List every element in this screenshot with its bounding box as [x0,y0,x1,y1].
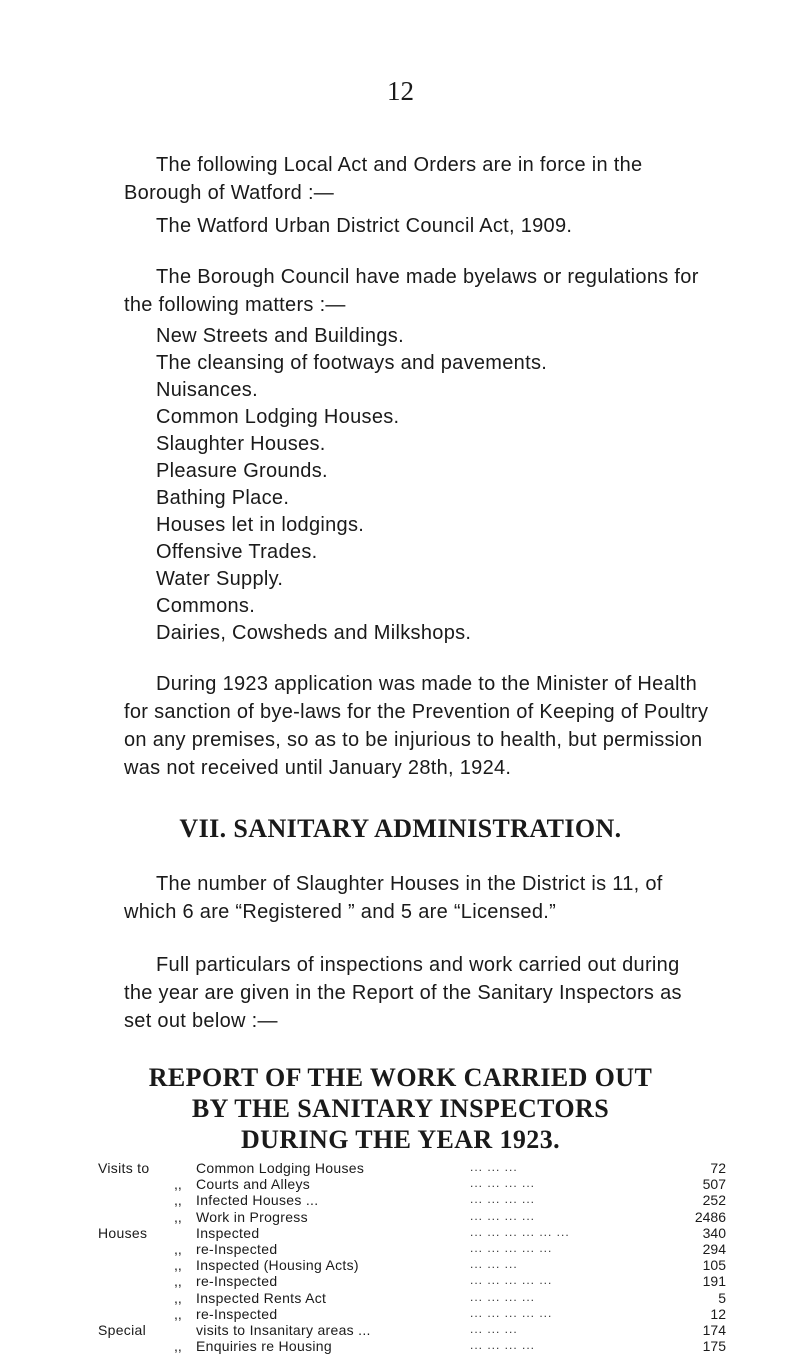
section-heading: VII. SANITARY ADMINISTRATION. [179,814,622,843]
row-leader: ... ... ... ... ... ... [470,1224,570,1239]
row-value: 340 [702,1224,726,1241]
particulars-line-1: Full particulars of inspections and work carried out during [156,954,680,976]
row-value: 12 [710,1305,726,1322]
row-value: 191 [702,1273,726,1290]
row-label: re-Inspected [196,1273,278,1290]
row-value: 72 [710,1160,726,1176]
ditto-mark: ,, [174,1208,182,1225]
poultry-line-4: was not received until January 28th, 1924. [124,757,512,779]
byelaws-line-2: the following matters :— [124,294,346,316]
ditto-mark: ,, [174,1273,182,1290]
row-label: Inspected (Housing Acts) [196,1257,359,1274]
row-leader: ... ... ... [470,1322,518,1336]
row-label: Enquiries re Housing [196,1338,332,1355]
row-value: 175 [702,1338,726,1355]
poultry-line-2: for sanction of bye-laws for the Prevention of Keeping of Poultry [124,701,709,723]
list-item: Houses let in lodgings. [156,514,365,536]
particulars-line-2: the year are given in the Report of the Sanitary Inspectors as [124,982,682,1004]
list-item: New Streets and Buildings. [156,325,404,347]
row-leader: ... ... ... ... [470,1192,536,1207]
row-label: visits to Insanitary areas ... [196,1322,371,1338]
ditto-mark: ,, [174,1338,182,1355]
row-value: 507 [702,1176,726,1193]
list-item: Offensive Trades. [156,541,318,563]
row-label: Infected Houses ... [196,1192,319,1209]
ditto-mark: ,, [174,1176,182,1193]
row-label: Inspected Rents Act [196,1289,327,1306]
list-item: Slaughter Houses. [156,433,326,455]
intro-line-1: The following Local Act and Orders are in force in the [156,154,643,176]
row-value: 294 [702,1241,726,1257]
row-label: Courts and Alleys [196,1176,311,1193]
row-value: 252 [702,1192,726,1209]
row-leader: ... ... ... ... ... [470,1241,553,1255]
ditto-mark: ,, [174,1241,182,1257]
row-label: Inspected [196,1224,260,1241]
poultry-line-1: During 1923 application was made to the Minister of Health [156,673,698,695]
particulars-line-3: set out below :— [124,1010,278,1032]
ditto-mark: ,, [174,1257,182,1274]
row-label: re-Inspected [196,1241,278,1257]
row-leader: ... ... ... ... [470,1289,536,1304]
row-leader: ... ... ... ... [470,1176,536,1191]
report-heading-line-3: DURING THE YEAR 1923. [241,1125,560,1154]
row-leader: ... ... ... ... ... [470,1305,553,1320]
list-item: Bathing Place. [156,487,290,509]
intro-line-2: Borough of Watford :— [124,182,335,204]
page-number: 12 [387,76,414,106]
ditto-mark: ,, [174,1192,182,1209]
slaughter-line-1: The number of Slaughter Houses in the District is 11, of [156,873,663,895]
row-value: 5 [718,1289,726,1306]
report-heading-line-2: BY THE SANITARY INSPECTORS [191,1094,610,1123]
row-prefix: Special [98,1322,147,1338]
list-item: Dairies, Cowsheds and Milkshops. [156,622,472,644]
row-leader: ... ... ... [470,1257,518,1272]
list-item: The cleansing of footways and pavements. [156,352,548,374]
row-value: 174 [702,1322,726,1338]
row-prefix: Houses [98,1224,148,1241]
row-leader: ... ... ... ... [470,1208,536,1223]
row-prefix: Visits to [98,1160,150,1176]
row-leader: ... ... ... ... ... [470,1273,553,1288]
list-item: Common Lodging Houses. [156,406,400,428]
byelaws-line-1: The Borough Council have made byelaws or regulations for [156,266,699,288]
intro-line-3: The Watford Urban District Council Act, 1909. [156,215,573,237]
list-item: Commons. [156,595,256,617]
row-label: Work in Progress [196,1208,308,1225]
list-item: Nuisances. [156,379,258,401]
row-leader: ... ... ... [470,1160,518,1174]
ditto-mark: ,, [174,1289,182,1306]
ditto-mark: ,, [174,1305,182,1322]
list-item: Pleasure Grounds. [156,460,328,482]
row-value: 105 [702,1257,726,1274]
slaughter-line-2: which 6 are “Registered ” and 5 are “Licensed.” [124,901,557,923]
list-item: Water Supply. [156,568,284,590]
row-leader: ... ... ... ... [470,1338,536,1353]
row-label: re-Inspected [196,1305,278,1322]
row-label: Common Lodging Houses [196,1160,365,1176]
poultry-line-3: on any premises, so as to be injurious to health, but permission [124,729,703,751]
row-value: 2486 [694,1208,726,1225]
report-heading-line-1: REPORT OF THE WORK CARRIED OUT [148,1063,653,1092]
